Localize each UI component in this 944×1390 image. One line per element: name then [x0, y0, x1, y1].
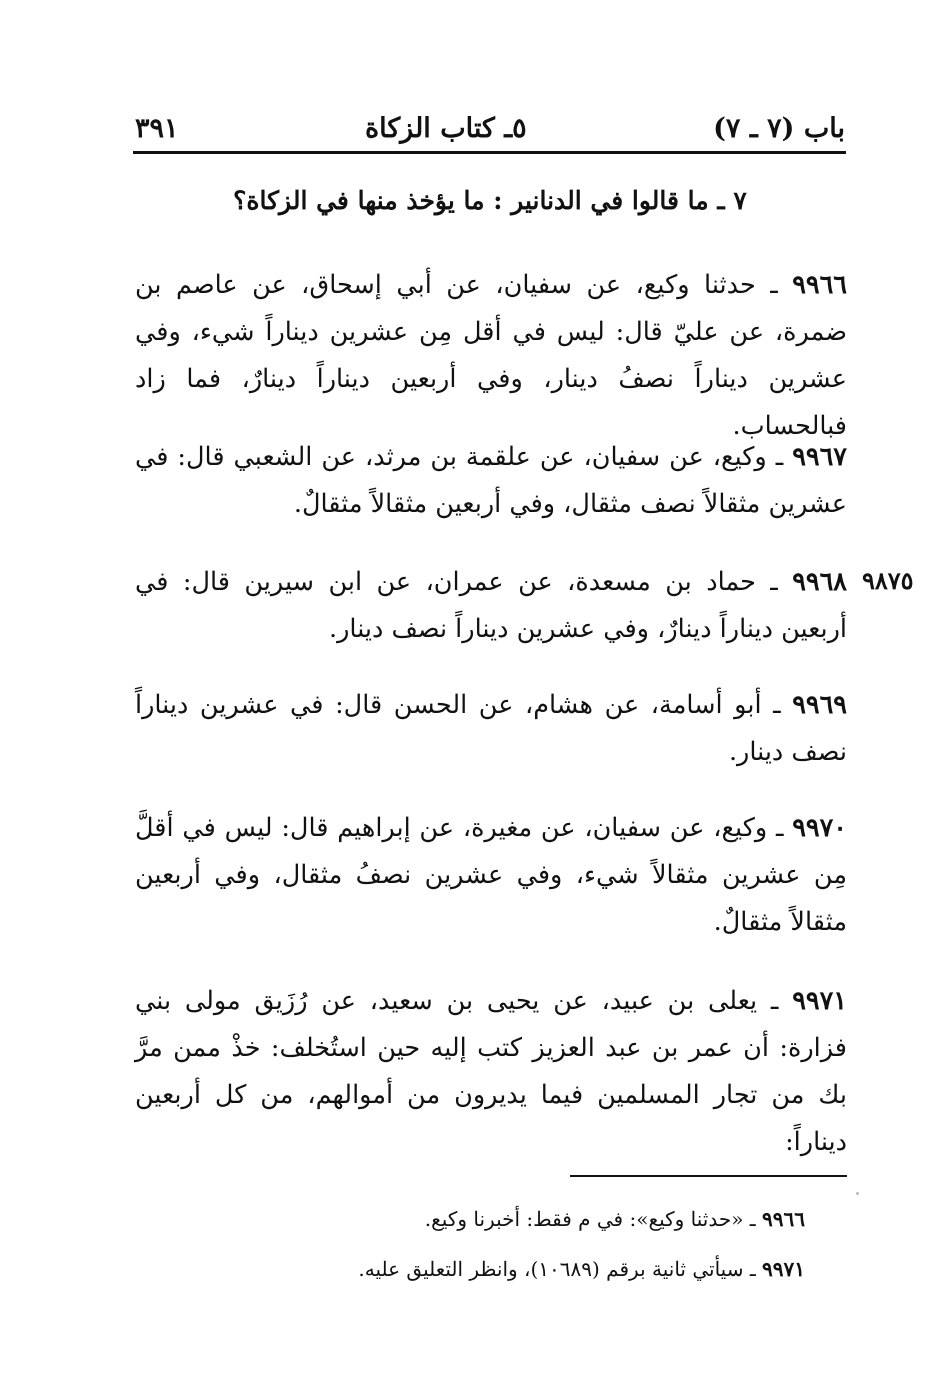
hadith-text: ـ أبو أسامة، عن هشام، عن الحسن قال: في عشرين ديناراً نصف دينار. — [135, 690, 847, 767]
hadith-9966 — [135, 262, 847, 450]
footnote-9966 — [135, 1204, 805, 1234]
scan-speck — [856, 1192, 859, 1195]
book-title: ٥ـ كتاب الزكاة — [364, 112, 527, 144]
margin-reference-number: ٩٨٧٥ — [862, 566, 914, 595]
chapter-label: باب (٧ ـ ٧) — [713, 112, 845, 144]
hadith-9969 — [135, 682, 847, 776]
running-header — [135, 108, 845, 148]
page-number: ٣٩١ — [135, 112, 179, 144]
header-rule — [133, 151, 846, 154]
hadith-9970 — [135, 805, 847, 946]
section-title: ٧ ـ ما قالوا في الدنانير : ما يؤخذ منها في الزكاة؟ — [233, 186, 747, 215]
hadith-number: ٩٩٧٠ — [792, 813, 847, 843]
hadith-number: ٩٩٦٩ — [792, 690, 847, 720]
hadith-number: ٩٩٧١ — [792, 986, 848, 1016]
hadith-text: ـ حماد بن مسعدة، عن عمران، عن ابن سيرين قال: في أربعين ديناراً دينارٌ، وفي عشرين ديناراً نصف دينار. — [135, 567, 847, 644]
hadith-9968 — [135, 559, 847, 653]
hadith-number: ٩٩٦٧ — [792, 442, 847, 472]
footnote-text: ـ «حدثنا وكيع»: في م فقط: أخبرنا وكيع. — [424, 1207, 756, 1231]
hadith-9971 — [135, 978, 847, 1166]
footnote-9971 — [135, 1254, 805, 1284]
hadith-text: ـ يعلى بن عبيد، عن يحيى بن سعيد، عن رُزَيق مولى بني فزارة: أن عمر بن عبد العزيز كتب إليه حين استُخلف: خذْ ممن مرَّ بك من تجار المسلمين فيما يديرون من أموالهم، من كل أربعين ديناراً: — [135, 986, 847, 1157]
hadith-text: ـ وكيع، عن سفيان، عن مغيرة، عن إبراهيم قال: ليس في أقلَّ مِن عشرين مثقالاً شيء، وفي عشرين نصفُ مثقال، وفي أربعين مثقالاً مثقالٌ. — [135, 813, 847, 937]
footnote-number: ٩٩٧١ — [762, 1257, 805, 1281]
footnote-rule — [570, 1175, 847, 1177]
hadith-number: ٩٩٦٦ — [792, 270, 847, 300]
footnote-text: ـ سيأتي ثانية برقم (١٠٦٨٩)، وانظر التعليق عليه. — [358, 1257, 756, 1281]
hadith-number: ٩٩٦٨ — [792, 567, 848, 597]
footnote-number: ٩٩٦٦ — [762, 1207, 805, 1231]
hadith-text: ـ حدثنا وكيع، عن سفيان، عن أبي إسحاق، عن عاصم بن ضمرة، عن عليّ قال: ليس في أقل مِن عشرين ديناراً شيء، وفي عشرين ديناراً نصفُ دينار، وفي أربعين ديناراً دينارٌ، فما زاد فبالحساب. — [135, 270, 847, 441]
hadith-9967 — [135, 434, 847, 528]
hadith-text: ـ وكيع، عن سفيان، عن علقمة بن مرثد، عن الشعبي قال: في عشرين مثقالاً نصف مثقال، وفي أربعين مثقالاً مثقالٌ. — [135, 442, 847, 519]
